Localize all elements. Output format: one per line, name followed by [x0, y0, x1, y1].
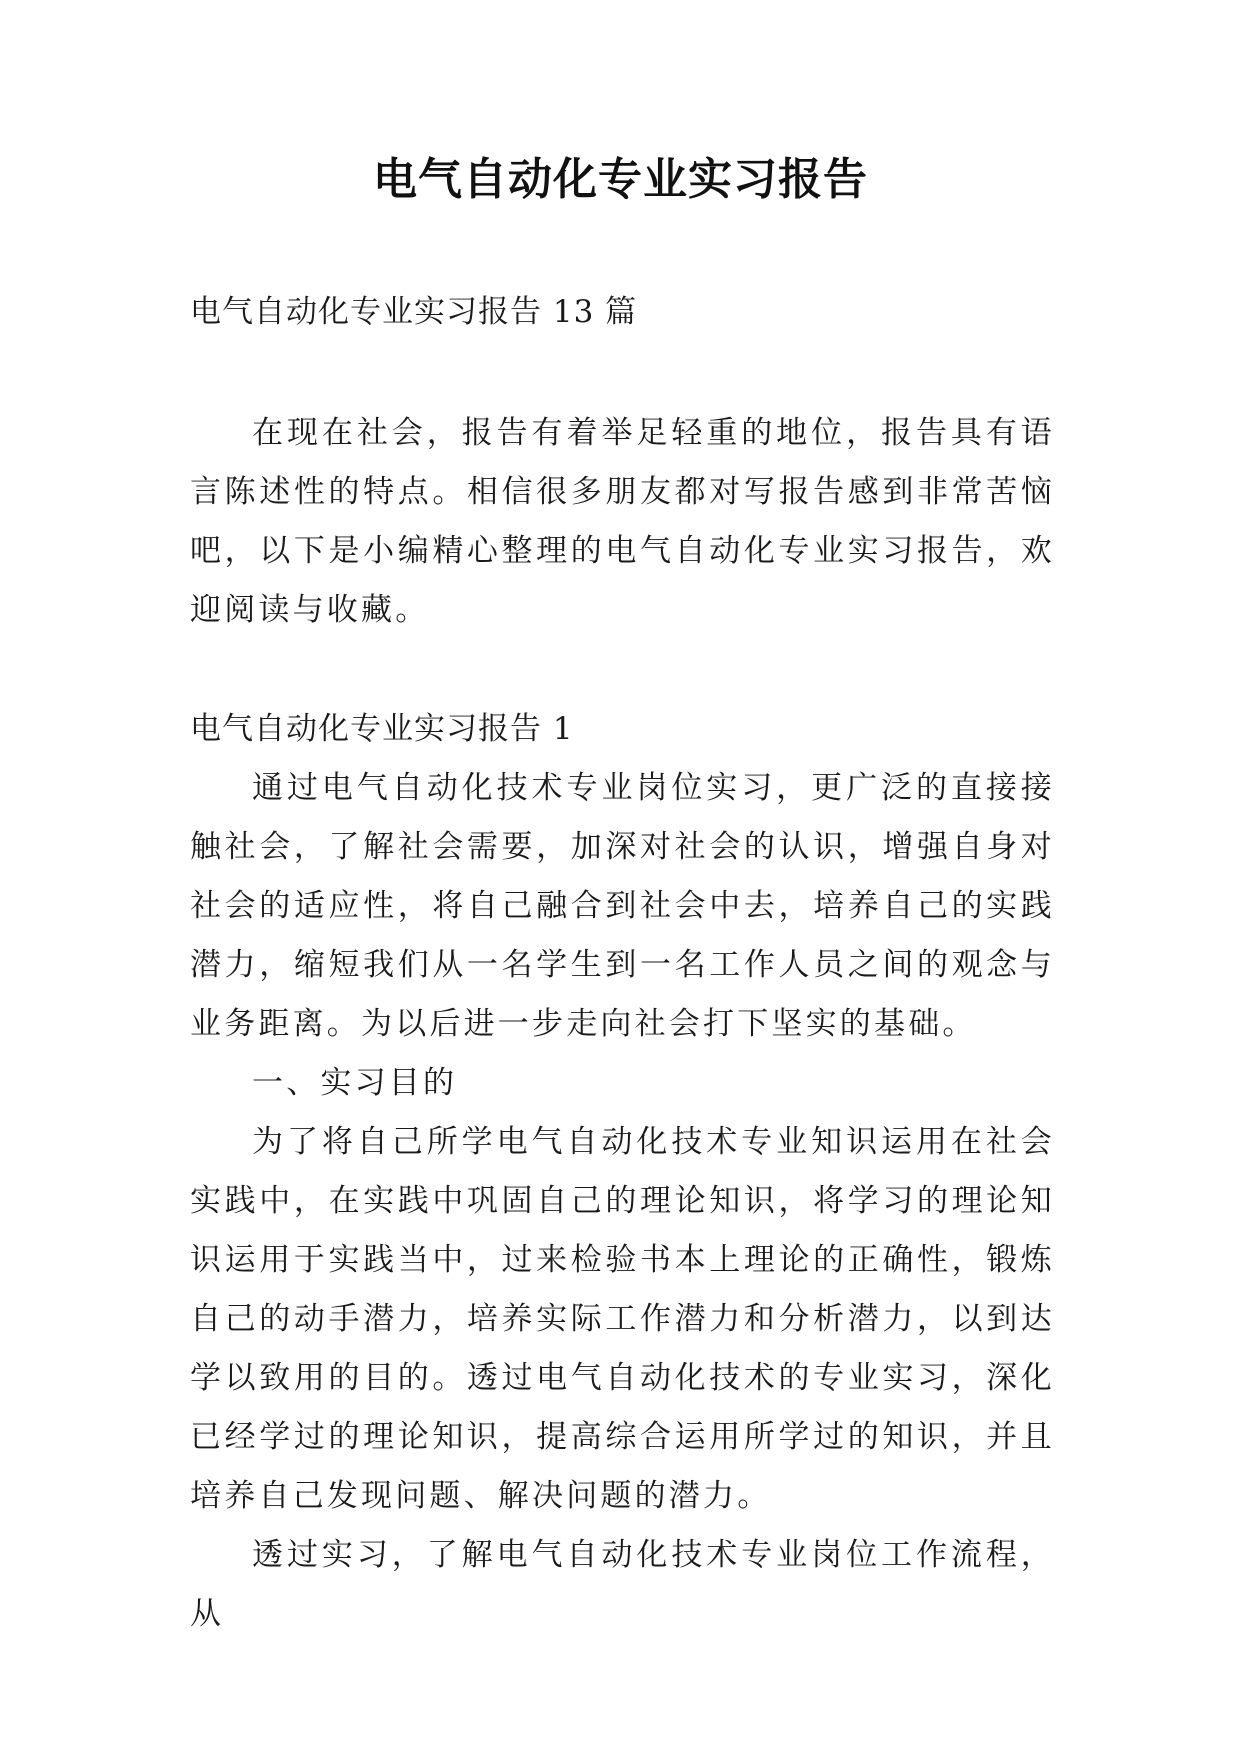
document-title: 电气自动化专业实习报告	[373, 154, 868, 205]
section-body	[190, 759, 1055, 1644]
body-paragraph: 通过电气自动化技术专业岗位实习，更广泛的直接接触社会，了解社会需要，加深对社会的认识，增强自身对社会的适应性，将自己融合到社会中去，培养自己的实践潜力，缩短我们从一名学生到一名工作人员之间的观念与业务距离。为以后进一步走向社会打下坚实的基础。	[190, 770, 1055, 1042]
section-heading: 电气自动化专业实习报告 1	[190, 711, 574, 747]
body-paragraph: 透过实习，了解电气自动化技术专业岗位工作流程，从	[190, 1537, 1055, 1632]
intro-paragraph: 在现在社会，报告有着举足轻重的地位，报告具有语言陈述性的特点。相信很多朋友都对写报告感到非常苦恼吧，以下是小编精心整理的电气自动化专业实习报告，欢迎阅读与收藏。	[190, 415, 1055, 628]
body-paragraph: 为了将自己所学电气自动化技术专业知识运用在社会实践中，在实践中巩固自己的理论知识，将学习的理论知识运用于实践当中，过来检验书本上理论的正确性，锻炼自己的动手潜力，培养实际工作潜力和分析潜力，以到达学以致用的目的。透过电气自动化技术的专业实习，深化已经学过的理论知识，提高综合运用所学过的知识，并且培养自己发现问题、解决问题的潜力。	[190, 1124, 1055, 1514]
subsection-heading: 一、实习目的	[252, 1065, 458, 1101]
document-subtitle: 电气自动化专业实习报告 13 篇	[190, 294, 638, 330]
intro-block	[190, 404, 1055, 640]
